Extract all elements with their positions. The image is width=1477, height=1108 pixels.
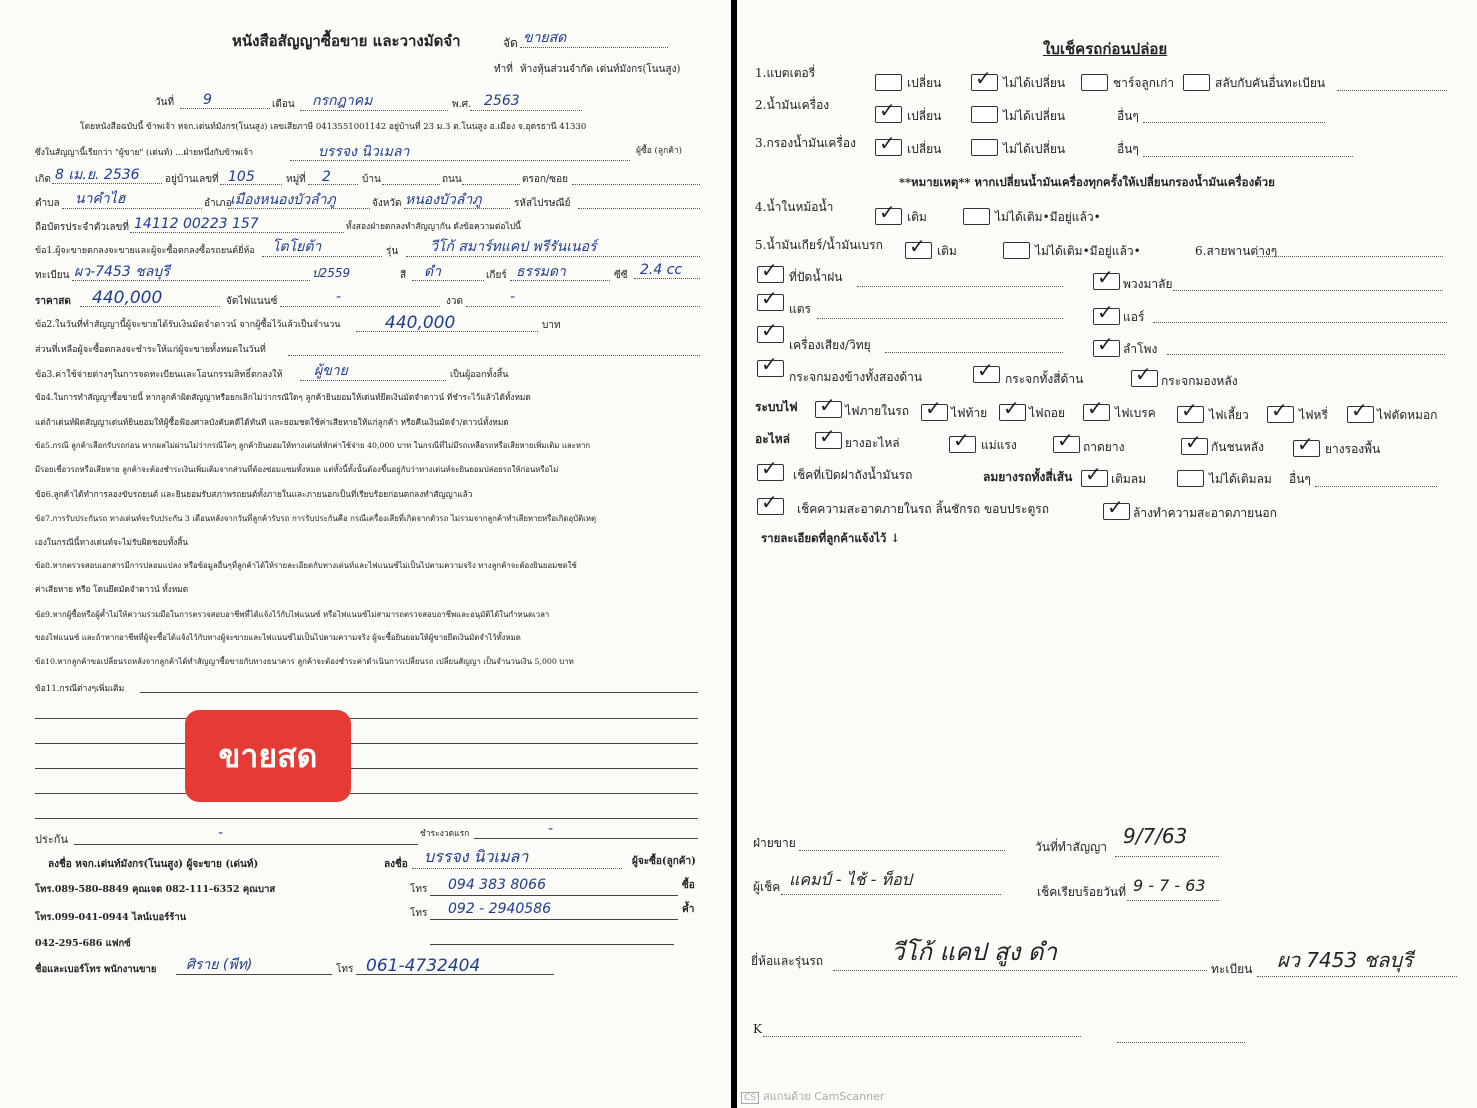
gear-line: [510, 280, 610, 281]
car-color-label: สี: [400, 270, 407, 281]
light-hazard-checkbox[interactable]: [1267, 398, 1294, 423]
province-value: หนองบัวลำภู: [405, 192, 482, 208]
gear-oil-nofill-checkbox[interactable]: [1003, 242, 1030, 259]
parts-label: อะไหล่: [755, 432, 790, 446]
soi-line: [572, 184, 700, 185]
check-mark-icon: ✓: [1181, 398, 1198, 422]
model-label: รุ่น: [386, 246, 399, 257]
light-turn-label: ไฟเลี้ยว: [1209, 408, 1249, 422]
engine-oil-nochange-label: ไม่ได้เปลี่ยน: [1003, 109, 1066, 123]
check-mark-icon: ✓: [1297, 432, 1314, 456]
year-label: พ.ศ.: [452, 99, 472, 110]
year-line: [470, 110, 582, 111]
check-mark-icon: ✓: [909, 234, 926, 258]
horn-label: แตร: [789, 302, 811, 316]
oil-filter-label: 3.กรองน้ำมันเครื่อง: [755, 136, 856, 150]
idcard-label: ถือบัตรประจำตัวเลขที่: [35, 222, 129, 233]
warranty-line: [74, 844, 418, 845]
year-value: 2563: [484, 93, 520, 109]
speaker-line: [1167, 354, 1445, 355]
oil-filter-other-line: [1143, 156, 1353, 157]
gear-oil-label: 5.น้ำมันเกียร์/น้ำมันเบรก: [755, 238, 883, 252]
gear-oil-nofill-label: ไม่ได้เติม•มีอยู่แล้ว•: [1035, 244, 1141, 258]
tambon-line: [62, 208, 202, 209]
exterior-clean-checkbox[interactable]: [1103, 495, 1130, 520]
oil-filter-nochange-checkbox[interactable]: [971, 139, 998, 156]
idcard-line: [130, 232, 344, 233]
staff-label: ชื่อและเบอร์โทร พนักงานขาย: [35, 964, 157, 975]
horn-checkbox[interactable]: [757, 286, 784, 311]
seller-side-line: [799, 850, 1005, 851]
battery-charge-label: ชาร์จลูกเก่า: [1113, 76, 1175, 90]
buyer-tel2: 092 - 2940586: [448, 901, 552, 917]
scanner-text: สแกนด้วย CamScanner: [763, 1090, 885, 1103]
plate-line-right: [1257, 976, 1457, 977]
light-hazard-label: ไฟหรี่: [1299, 408, 1328, 422]
cc-line: [634, 278, 700, 279]
deal-type-line: [520, 47, 668, 48]
buyer-tel1: 094 383 8066: [448, 877, 546, 893]
cash-sale-stamp: ขายสด: [185, 710, 351, 802]
plate-value: ผว-7453 ชลบุรี: [74, 264, 170, 280]
battery-charge-checkbox[interactable]: [1081, 74, 1108, 91]
battery-swap-line: [1337, 90, 1447, 91]
deposit-unit: บาท: [542, 320, 561, 331]
aircon-line: [1153, 322, 1447, 323]
checker-line: [781, 894, 1001, 895]
tambon-label: ตำบล: [35, 198, 60, 209]
idcard-value: 14112 00223 157: [134, 216, 259, 232]
staff-name-line: [176, 974, 332, 975]
check-mark-icon: ✓: [953, 428, 970, 452]
clause-4b: แต่ถ้าเด่นท์ผิดสัญญาเด่นท์ยินยอมให้ผู้ซื้อฟ้องศาลบังคับคดีได้ทันที และยอมชดใช้ค่าเสียหายให้แก่ลูกค้า หรือคืนเงินมัดจำ/ดาวน์ทั้งหมด: [35, 417, 509, 427]
brand-model-label: ยี่ห้อและรุ่นรถ: [751, 954, 824, 968]
amphoe-value: เมืองหนองบัวลำภู: [230, 192, 336, 208]
buyer-tel1-label: โทร: [410, 884, 428, 895]
check-mark-icon: ✓: [1003, 396, 1020, 420]
clause-9a: ข้อ9.หากผู้ซื้อหรือผู้ค้ำไม่ให้ความร่วมมือในการตรวจสอบอาชีพที่ได้แจ้งไว้กับไฟแนนซ์ หรือไฟแนนซ์ไม่สามารถตรวจสอบอาชีพและอนุมัติได้ในกำหนดเวลา: [35, 610, 550, 619]
rear-mirror-label: กระจกมองหลัง: [1161, 374, 1238, 388]
period-value: -: [510, 289, 516, 305]
clause-3-line: [300, 380, 446, 381]
contract-date-value: 9/7/63: [1123, 824, 1188, 848]
price-line: [80, 306, 220, 307]
check-mark-icon: ✓: [1085, 462, 1102, 486]
light-tail-label: ไฟท้าย: [951, 406, 988, 420]
jack-label: แม่แรง: [981, 438, 1017, 452]
floor-mats-label: ยางรองพื้น: [1325, 442, 1381, 456]
engine-oil-other-label: อื่นๆ: [1117, 109, 1139, 123]
clause-2-label: ข้อ2.ในวันที่ทำสัญญานี้ผู้จะขายได้รับเงินมัดจำดาวน์ จากผู้ซื้อไว้แล้วเป็นจำนวน: [35, 320, 341, 330]
plate-value-right: ผว 7453 ชลบุรี: [1277, 948, 1413, 972]
staff-tel: 061-4732404: [366, 956, 481, 976]
battery-nochange-label: ไม่ได้เปลี่ยน: [1003, 76, 1066, 90]
clause-4a: ข้อ4.ในการทำสัญญาซื้อขายนี้ หากลูกค้าผิดสัญญาหรือยกเลิกไม่ว่ากรณีใดๆ ลูกค้ายินยอมให้เด่นท์ยึดเงินมัดจำดาวน์ ที่ชำระไว้แล้วได้ทั้งหมด: [35, 392, 531, 402]
light-fog-label: ไฟตัดหมอก: [1377, 408, 1438, 422]
light-reverse-label: ไฟถอย: [1029, 406, 1066, 420]
wiper-label: ที่ปัดน้ำฝน: [789, 270, 843, 284]
interior-clean-label: เช็คความสะอาดภายในรถ ลิ้นชักรถ ขอบประตูรถ: [797, 502, 1049, 516]
tire-fill-checkbox[interactable]: [1081, 462, 1108, 487]
buyer-name-line: [290, 160, 630, 161]
blank-line-5: [35, 818, 698, 819]
light-cabin-label: ไฟภายในรถ: [845, 404, 909, 418]
contract-date-line: [1115, 856, 1219, 857]
engine-oil-other-line: [1143, 122, 1325, 123]
blank-line-2: [35, 743, 698, 744]
contract-title: หนังสือสัญญาซื้อขาย และวางมัดจำ: [232, 32, 461, 50]
engine-oil-label: 2.น้ำมันเครื่อง: [755, 98, 830, 112]
car-color-line: [412, 280, 484, 281]
deal-type-value: ขายสด: [523, 30, 567, 46]
first-install-line: [474, 838, 698, 839]
house-label: อยู่บ้านเลขที่: [165, 174, 219, 185]
check-mark-icon: ✓: [1271, 398, 1288, 422]
seller-signature: ลงชื่อ หจก.เด่นท์มังกร(โนนสูง) ผู้จะขาย (เด่นท์): [48, 859, 259, 870]
jack-checkbox[interactable]: [949, 428, 976, 453]
place-label: ทำที่: [494, 64, 513, 75]
audio-label: เครื่องเสียง/วิทยุ: [789, 338, 871, 352]
oil-filter-nochange-label: ไม่ได้เปลี่ยน: [1003, 142, 1066, 156]
spare-tire-checkbox[interactable]: [815, 424, 842, 449]
plate-line: [72, 280, 310, 281]
checker-value: แคมป์ - ไช้ - ท็อป: [789, 870, 912, 889]
checklist-title: ใบเช็ครถก่อนปล่อย: [1043, 40, 1168, 58]
check-mark-icon: ✓: [761, 352, 778, 376]
light-brake-label: ไฟเบรค: [1115, 406, 1156, 420]
warranty-label: ประกัน: [35, 833, 68, 846]
buyer-tag: ผู้ซื้อ (ลูกค้า): [636, 146, 683, 156]
model-value: วีโก้ สมาร์ทแคป พรีรันเนอร์: [430, 239, 597, 255]
battery-change-label: เปลี่ยน: [907, 76, 942, 90]
buyer-tel2-line: [430, 919, 678, 920]
moo-line: [308, 184, 358, 185]
house-value: 105: [228, 169, 255, 185]
light-turn-checkbox[interactable]: [1177, 398, 1204, 423]
check-mark-icon: ✓: [1087, 396, 1104, 420]
clause-9b: ของไฟแนนซ์ และถ้าหากอาชีพที่ผู้จะซื้อได้แจ้งไว้กับทางผู้จะขายและไฟแนนซ์ไม่เป็นไปตามความจริง ผู้จะซื้อยินยอมให้ผู้ขายยึดเงินมัดจำไว้ทั้งหมด: [35, 633, 521, 642]
interior-clean-checkbox[interactable]: [757, 490, 784, 515]
check-mark-icon: ✓: [819, 424, 836, 448]
spare-tire-label: ยางอะไหล่: [845, 436, 900, 450]
date-day: 9: [203, 92, 212, 108]
tire-other-line: [1315, 486, 1437, 487]
buyer-sign-tag: ผู้จะซื้อ(ลูกค้า): [632, 856, 696, 867]
camscanner-icon: CS: [741, 1092, 759, 1104]
house-line: [220, 184, 282, 185]
k-line: [763, 1036, 1081, 1037]
brand-model-line: [833, 970, 1207, 971]
engine-oil-change-label: เปลี่ยน: [907, 109, 942, 123]
staff-tel-label: โทร: [336, 964, 354, 975]
month-value: กรกฎาคม: [312, 93, 373, 109]
month-label: เดือน: [272, 99, 295, 110]
fuel-cap-label: เช็คที่เปิดฝาถังน้ำมันรถ: [793, 468, 913, 482]
clause-10: ข้อ10.หากลูกค้าขอเปลี่ยนรถหลังจากลูกค้าได้ทำสัญญาซื้อขายกับทางธนาคาร ลูกค้าจะต้องชำระค่าดำเนินการเปลี่ยนรถ เปลี่ยนสัญญา เป็นจำนวนเงิน 5,000 บาท: [35, 657, 574, 666]
plate-label-right: ทะเบียน: [1211, 962, 1253, 976]
buyer-tel2-tag: ค้ำ: [682, 904, 695, 915]
buyer-tel2-label: โทร: [410, 908, 428, 919]
car-brand-line: [262, 256, 382, 257]
clause-11-line: [140, 692, 698, 693]
speaker-label: ลำโพง: [1123, 342, 1158, 356]
belts-line: [1257, 256, 1443, 257]
clause-2b-line: [288, 355, 700, 356]
finance-line: [280, 306, 440, 307]
seller-text: ซึ่งในสัญญานี้เรียกว่า "ผู้ขาย" (เด่นท์) ...ฝ่ายหนึ่งกับข้าพเจ้า: [35, 148, 254, 158]
check-mark-icon: ✓: [1135, 362, 1152, 386]
exterior-clean-label: ล้างทำความสะอาดภายนอก: [1133, 506, 1277, 520]
check-mark-icon: ✓: [1057, 428, 1074, 452]
battery-swap-label: สลับกับคันอื่นทะเบียน: [1215, 76, 1326, 90]
birth-label: เกิด: [35, 174, 51, 185]
seller-side-label: ฝ่ายขาย: [753, 836, 796, 850]
cc-value: 2.4 cc: [640, 262, 683, 278]
check-mark-icon: ✓: [879, 131, 896, 155]
gear-oil-fill-label: เติม: [937, 244, 957, 258]
radiator-label: 4.น้ำในหม้อน้ำ: [755, 200, 834, 214]
plate-label: ทะเบียน: [35, 270, 70, 281]
k-label: K: [753, 1022, 762, 1036]
amphoe-line: [228, 208, 370, 209]
car-color-value: ดำ: [424, 264, 441, 280]
engine-oil-nochange-checkbox[interactable]: [971, 106, 998, 123]
price-label: ราคาสด: [35, 296, 71, 307]
tambon-value: นาคำไฮ: [75, 191, 126, 207]
gear-value: ธรรมดา: [516, 264, 566, 280]
tire-label: ลมยางรถทั้งสี่เส้น: [983, 470, 1073, 484]
finance-value: -: [336, 289, 342, 305]
checker-label: ผู้เช็ค: [753, 880, 781, 894]
check-mark-icon: ✓: [1351, 398, 1368, 422]
clause-3-value: ผู้ขาย: [314, 363, 348, 379]
village-label: บ้าน: [362, 174, 381, 185]
light-tail-checkbox[interactable]: [921, 396, 948, 421]
amphoe-label: อำเภอ: [204, 198, 232, 209]
light-brake-checkbox[interactable]: [1083, 396, 1110, 421]
date-day-line: [180, 108, 270, 109]
check-mark-icon: ✓: [761, 490, 778, 514]
light-fog-checkbox[interactable]: [1347, 398, 1374, 423]
battery-label: 1.แบตเตอรี่: [755, 66, 816, 80]
radiator-nofill-label: ไม่ได้เติม•มีอยู่แล้ว•: [995, 210, 1101, 224]
tire-other-label: อื่นๆ: [1289, 472, 1311, 486]
aircon-checkbox[interactable]: [1093, 300, 1120, 325]
checked-date-label: เช็คเรียบร้อยวันที่: [1037, 885, 1127, 899]
customer-note-label: รายละเอียดที่ลูกค้าแจ้งไว้ ↓: [761, 531, 901, 545]
shop-phone-1: โทร.089-580-8849 คุณเจต 082-111-6352 คุณบาส: [35, 884, 276, 895]
oil-filter-change-checkbox[interactable]: [875, 131, 902, 156]
birth-line: [52, 183, 162, 184]
soi-label: ตรอก/ซอย: [522, 174, 568, 185]
intro-text: โดยหนังสือฉบับนี้ ข้าพเจ้า หจก.เด่นท์มังกร(โนนสูง) เลขเสียภาษี 0413551001142 อยู่บ้านที่ 23 ม.3 ต.โนนสูง อ.เมือง จ.อุดรธานี 41330: [80, 122, 587, 132]
check-mark-icon: ✓: [879, 98, 896, 122]
mudguard-label: กันชนหลัง: [1211, 440, 1264, 454]
electrical-label: ระบบไฟ: [755, 400, 798, 414]
first-install-value: -: [548, 821, 554, 837]
light-cabin-checkbox[interactable]: [815, 393, 842, 418]
radiator-fill-label: เติม: [907, 210, 927, 224]
blank-line-3: [35, 768, 698, 769]
oil-note: **หมายเหตุ** หากเปลี่ยนน้ำมันเครื่องทุกครั้งให้เปลี่ยนกรองน้ำมันเครื่องด้วย: [899, 175, 1275, 189]
belts-label: 6.สายพานต่างๆ: [1195, 244, 1278, 258]
deposit-value: 440,000: [385, 313, 456, 333]
clause-7b: เองในกรณีนี้ทางเด่นท์จะไม่รับผิดชอบทั้งสิ้น: [35, 537, 189, 547]
moo-label: หมู่ที่: [286, 174, 306, 185]
check-mark-icon: ✓: [819, 393, 836, 417]
check-mark-icon: ✓: [761, 286, 778, 310]
oil-filter-change-label: เปลี่ยน: [907, 142, 942, 156]
tire-nofill-label: ไม่ได้เติมลม: [1209, 472, 1272, 486]
check-mark-icon: ✓: [1185, 430, 1202, 454]
place-value: ห้างหุ้นส่วนจำกัด เด่นท์มังกร(โนนสูง): [520, 64, 681, 75]
shop-phone-2: โทร.099-041-0944 ไลน์เบอร์ร้าน: [35, 912, 187, 923]
check-mark-icon: ✓: [761, 318, 778, 342]
period-line: [466, 306, 700, 307]
checked-date-value: 9 - 7 - 63: [1133, 876, 1206, 895]
clause-11: ข้อ11.กรณีต่างๆเพิ่มเติม: [35, 684, 125, 694]
side-mirror-label: กระจกมองข้างทั้งสองด้าน: [789, 370, 923, 384]
check-mark-icon: ✓: [879, 200, 896, 224]
deal-type-label: จัด: [503, 36, 518, 50]
clause-8a: ข้อ8.หากตรวจสอบเอกสารมีการปลอมแปลง หรือข้อมูลอื่นๆที่ลูกค้าได้ให้รายละเอียดกับทางเด่นท์และไฟแนนซ์ไม่เป็นไปตามความจริง ทางลูกค้าจะต้องยินยอมชดใช้: [35, 561, 577, 570]
check-mark-icon: ✓: [1097, 332, 1114, 356]
date-label: วันที่: [155, 97, 175, 108]
wiper-line: [857, 286, 1063, 287]
birth-value: 8 เม.ย. 2536: [55, 167, 140, 183]
clause-5b: มีรอยเชื่อวรถหรือเสียหาย ลูกค้าจะต้องชำระเงินเพิ่มเติมจากส่วนที่ต้องซ่อมแซมทั้งหมด แต่ทั้งนี้ทั้งนั้นต้องขึ้นอยู่กับว่าทางเด่นท์จะยินยอมปล่อยรถให้ก่อนหรือไม่: [35, 465, 559, 474]
windows-label: กระจกทั้งสี่ด้าน: [1005, 372, 1084, 386]
steering-checkbox[interactable]: [1093, 265, 1120, 290]
rear-mirror-checkbox[interactable]: [1131, 362, 1158, 387]
contract-date-label: วันที่ทำสัญญา: [1035, 840, 1108, 854]
deposit-line: [356, 331, 538, 332]
postal-line: [578, 208, 700, 209]
k-line-2: [1117, 1042, 1245, 1043]
wiper-checkbox[interactable]: [757, 258, 784, 283]
audio-checkbox[interactable]: [757, 318, 784, 343]
radiator-nofill-checkbox[interactable]: [963, 208, 990, 225]
clause-8b: ค่าเสียหาย หรือ โดนยึดมัดจำดาวน์ ทั้งหมด: [35, 584, 189, 594]
clause-3-label: ข้อ3.ค่าใช้จ่ายต่างๆในการจดทะเบียนและโอนกรรมสิทธิ์ตกลงให้: [35, 370, 283, 380]
buyer-name: บรรจง นิวเมลา: [318, 144, 410, 160]
car-year-value: ป2559: [312, 266, 351, 280]
oil-filter-other-label: อื่นๆ: [1117, 142, 1139, 156]
fuel-cap-checkbox[interactable]: [757, 456, 784, 481]
staff-tel-line: [356, 974, 554, 975]
gear-label: เกียร์: [486, 270, 507, 281]
idcard-tail: ทั้งสองฝ่ายตกลงทำสัญญากัน ดังข้อความต่อไปนี้: [346, 222, 521, 232]
period-label: งวด: [446, 296, 463, 307]
check-mark-icon: ✓: [975, 66, 992, 90]
province-label: จังหวัด: [372, 198, 402, 209]
checked-date-line: [1127, 900, 1219, 901]
floor-mats-checkbox[interactable]: [1293, 432, 1320, 457]
buyer-signature: บรรจง นิวเมลา: [424, 847, 529, 866]
shop-fax: 042-295-686 แฟกซ์: [35, 938, 131, 949]
road-label: ถนน: [442, 174, 462, 185]
battery-swap-checkbox[interactable]: [1183, 74, 1210, 91]
check-mark-icon: ✓: [1107, 495, 1124, 519]
clause-3-tail: เป็นผู้ออกทั้งสิ้น: [450, 370, 509, 380]
buyer-tel1-tag: ซื้อ: [682, 880, 695, 891]
warranty-value: -: [218, 825, 224, 841]
extra-line: [430, 944, 674, 945]
radiator-fill-checkbox[interactable]: [875, 200, 902, 225]
brand-model-value: วีโก้ แคป สูง ดำ: [891, 938, 1057, 966]
check-mark-icon: ✓: [1097, 300, 1114, 324]
cc-label: ซีซี: [614, 270, 628, 281]
check-mark-icon: ✓: [925, 396, 942, 420]
mudguard-checkbox[interactable]: [1181, 430, 1208, 455]
blank-line-1: [35, 718, 698, 719]
staff-name: ศิราย (พีท): [186, 957, 253, 973]
buyer-tel1-line: [430, 895, 678, 896]
postal-label: รหัสไปรษณีย์: [514, 198, 571, 209]
village-line: [382, 184, 440, 185]
engine-oil-change-checkbox[interactable]: [875, 98, 902, 123]
steering-line: [1173, 290, 1443, 291]
aircon-label: แอร์: [1123, 310, 1145, 324]
audio-line: [885, 352, 1063, 353]
first-install-label: ชำระงวดแรก: [420, 829, 470, 839]
blank-line-4: [35, 793, 698, 794]
mats-label: ถาดยาง: [1083, 440, 1125, 454]
battery-nochange-checkbox[interactable]: [971, 66, 998, 91]
checklist-page: [737, 0, 1477, 1108]
check-mark-icon: ✓: [761, 258, 778, 282]
buyer-sign-label: ลงชื่อ: [384, 859, 408, 870]
gear-oil-fill-checkbox[interactable]: [905, 234, 932, 259]
clause-2b: ส่วนที่เหลือผู้จะซื้อตกลงจะชำระให้แก่ผู้จะขายทั้งหมดในวันที่: [35, 345, 266, 355]
model-line: [406, 256, 700, 257]
scanner-watermark: [741, 1087, 884, 1105]
car-brand-value: โตโยต้า: [272, 239, 322, 255]
clause-1-label: ข้อ1.ผู้จะขายตกลงจะขายและผู้จะซื้อตกลงซื้อรถยนต์ยี่ห้อ: [35, 246, 255, 256]
battery-change-checkbox[interactable]: [875, 74, 902, 91]
clause-6: ข้อ6.ลูกค้าได้ทำการลองขับรถยนต์ และยินยอมรับสภาพรถยนต์ทั้งภายในและภายนอกเป็นที่เรียบร้อยก่อนตกลงทำสัญญาแล้ว: [35, 489, 473, 499]
clause-7a: ข้อ7.การรับประกันรถ ทางเด่นท์จะรับประกัน 3 เดือนหลังจากวันที่ลูกค้ารับรถ การรับประกันคือ กรณีเครื่องเสียที่เกิดจากตัวรถ ไม่รวมจากลูกค้าทำเสียหายหรือเกิดอุบัติเหตุ: [35, 514, 597, 523]
contract-page: [0, 0, 731, 1108]
light-reverse-checkbox[interactable]: [999, 396, 1026, 421]
check-mark-icon: ✓: [761, 456, 778, 480]
province-line: [404, 208, 510, 209]
check-mark-icon: ✓: [1097, 265, 1114, 289]
tire-nofill-checkbox[interactable]: [1177, 470, 1204, 487]
road-line: [462, 184, 520, 185]
speaker-checkbox[interactable]: [1093, 332, 1120, 357]
moo-value: 2: [322, 169, 331, 185]
steering-label: พวงมาลัย: [1123, 277, 1173, 291]
horn-line: [817, 318, 1063, 319]
price-value: 440,000: [92, 288, 163, 308]
month-line: [300, 110, 448, 111]
check-mark-icon: ✓: [977, 358, 994, 382]
mats-checkbox[interactable]: [1053, 428, 1080, 453]
windows-checkbox[interactable]: [973, 358, 1000, 383]
clause-5a: ข้อ5.กรณี ลูกค้าเลือกรับรถก่อน หากผลไม่ผ่านไม่ว่ากรณีใดๆ ลูกค้ายินยอมให้ทางเด่นท์หักค่าใช้จ่าย 40,000 บาท ในกรณีที่ไม่มีรถเหลือรถหรือเสียหายเพิ่มเติม และหาก: [35, 441, 591, 450]
finance-label: จัดไฟแนนซ์: [226, 296, 278, 307]
buyer-sign-line: [412, 868, 622, 869]
tire-fill-label: เติมลม: [1111, 472, 1147, 486]
side-mirror-checkbox[interactable]: [757, 352, 784, 377]
